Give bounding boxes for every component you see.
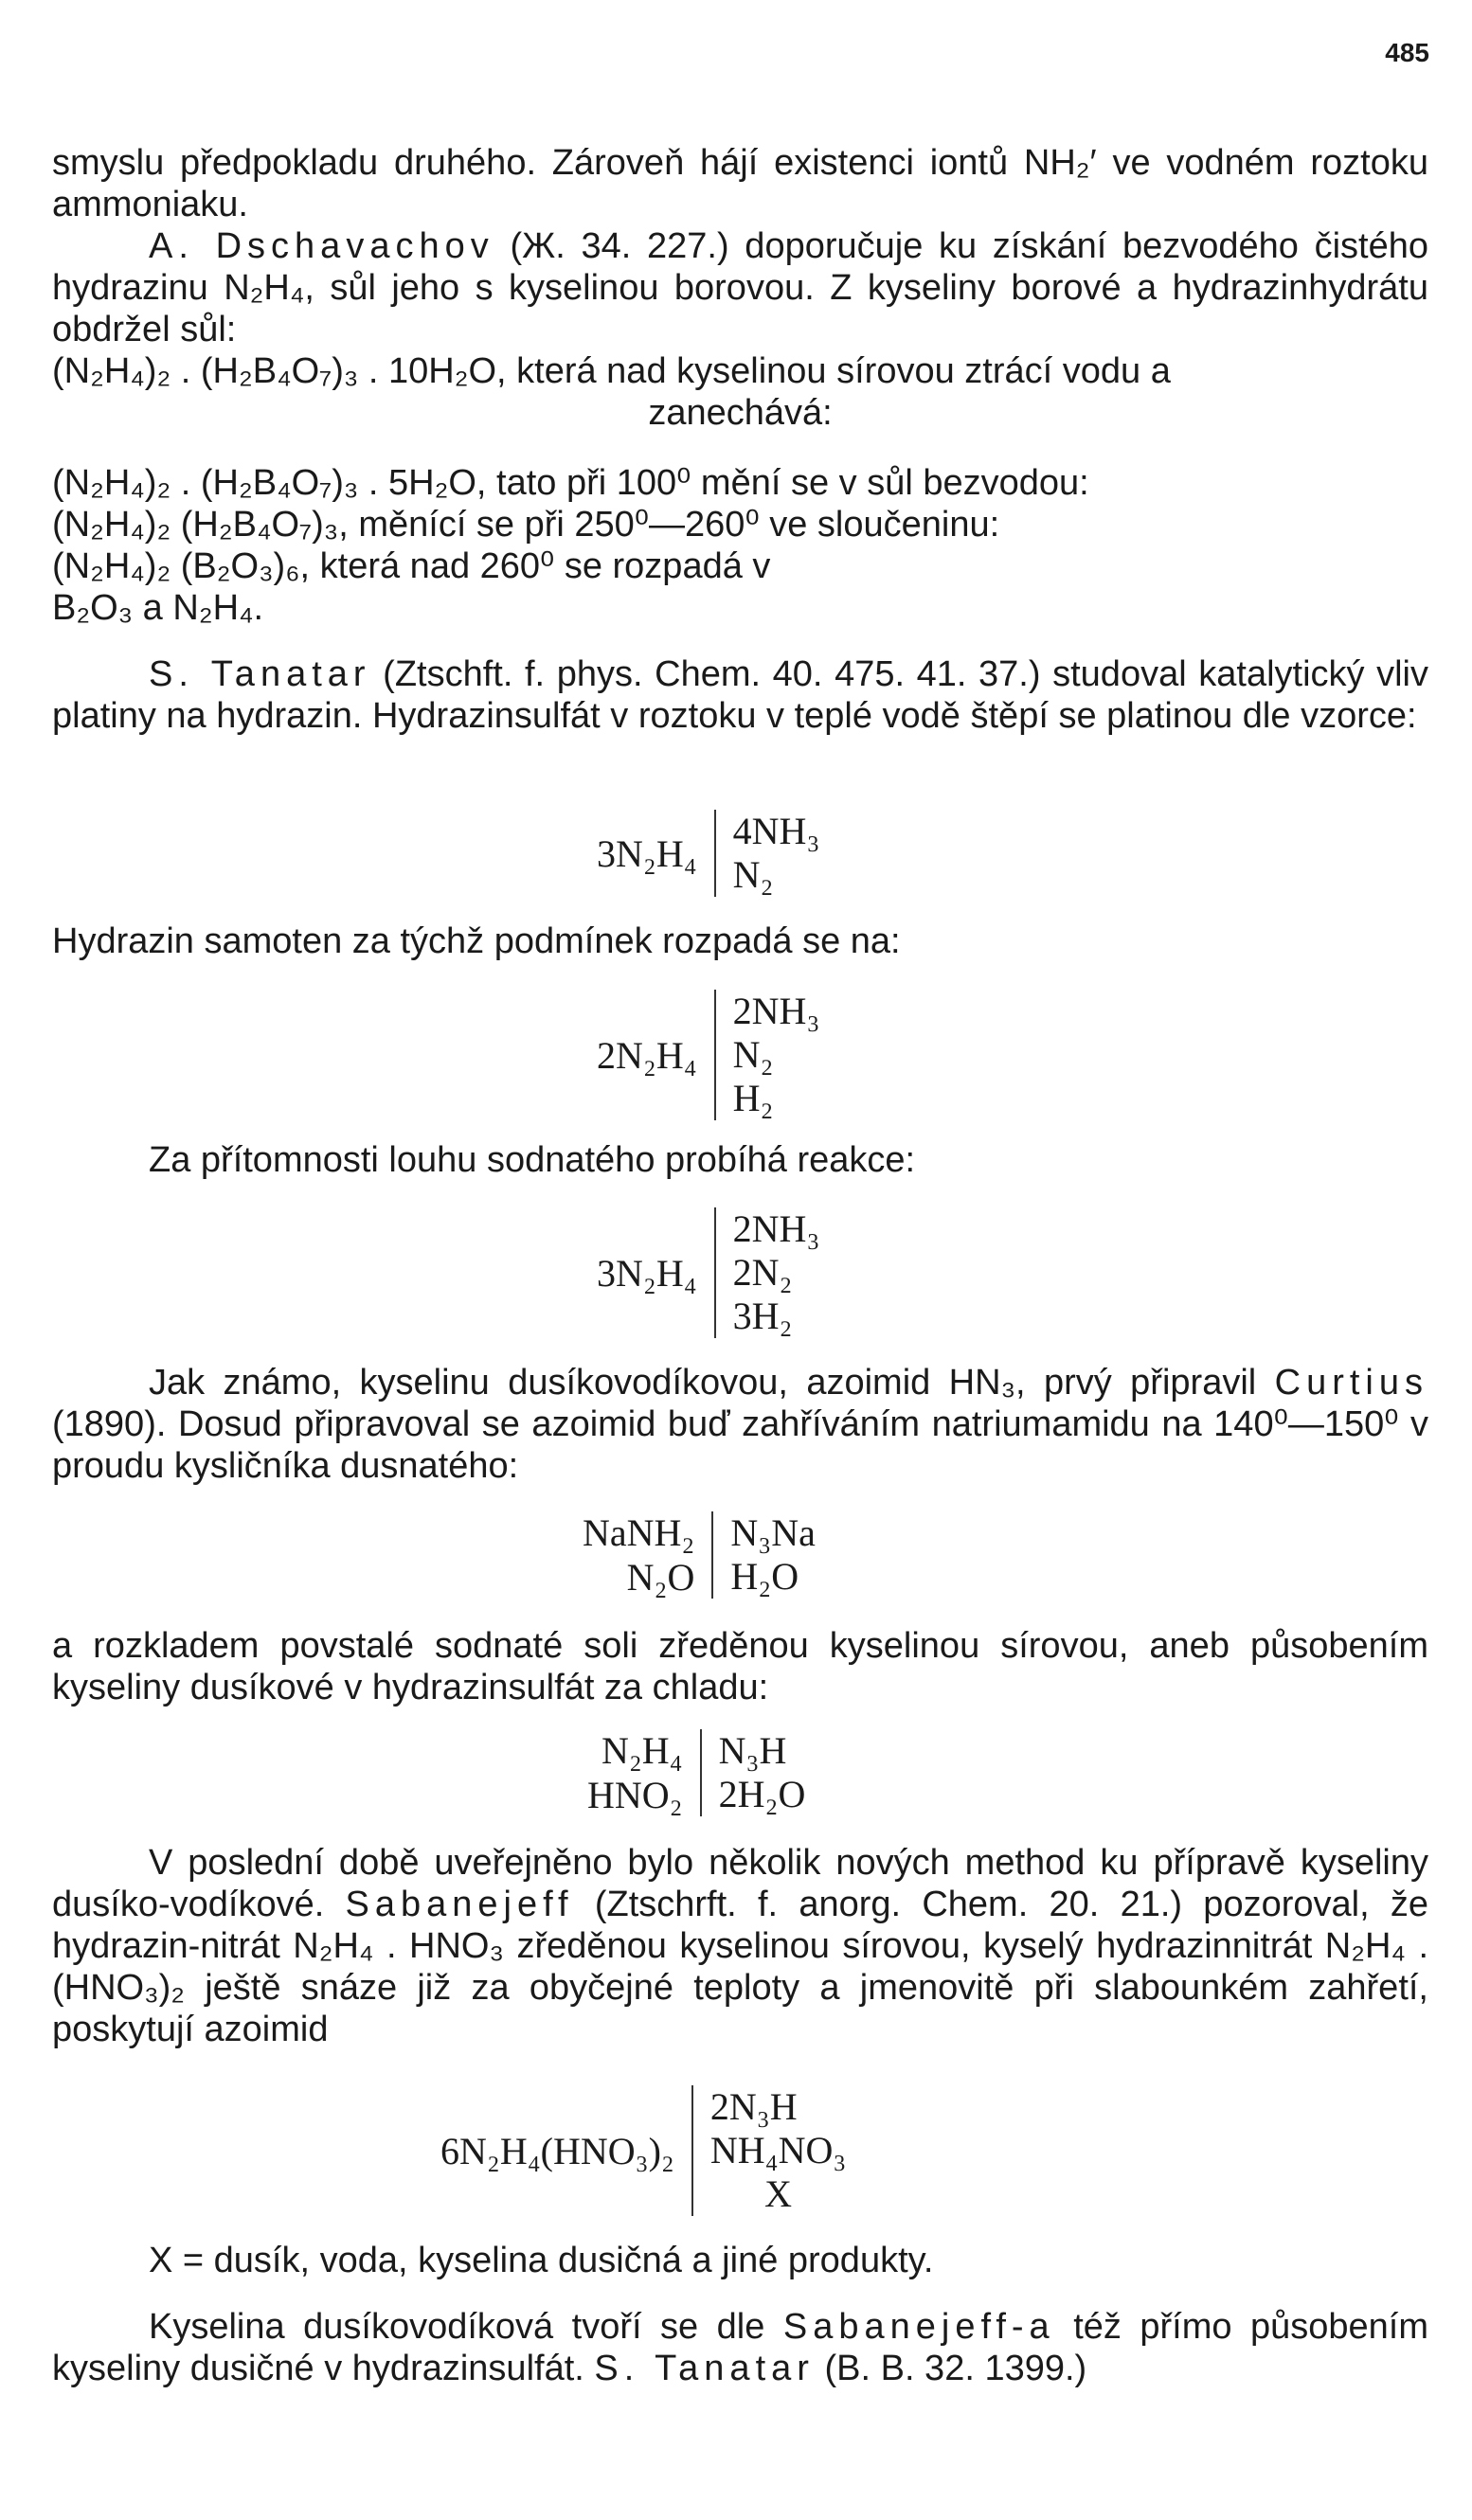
formula-6-lhs: 6N₂H₄(HNO₃)₂ bbox=[440, 2129, 674, 2172]
paragraph-9 bbox=[52, 1842, 1428, 2050]
author-tanatar: S. Tanatar bbox=[149, 654, 371, 694]
formula-2-product: H₂ bbox=[732, 1077, 774, 1119]
formula-3-lhs: 3N₂H₄ bbox=[597, 1251, 697, 1295]
formula-6-product: 2N₃H bbox=[709, 2085, 798, 2128]
paragraph-9-pre: V poslední době uveřejněno bylo několik nových method ku přípravě kyseliny dusíko-vodíkové. bbox=[52, 1843, 1428, 1924]
formula-4-reactant: NaNH₂ bbox=[583, 1511, 695, 1554]
author-curtius: Curtius bbox=[1274, 1363, 1428, 1403]
formula-sodamide bbox=[583, 1510, 816, 1600]
formula-hydrazine-nitrate bbox=[440, 2085, 846, 2216]
author-dschavachov: A. Dschavachov bbox=[149, 226, 494, 266]
formula-5-product: 2H₂O bbox=[718, 1773, 806, 1815]
formula-5-reactant: HNO₂ bbox=[587, 1774, 683, 1816]
paragraph-4-text: (Ztschft. f. phys. Chem. 40. 475. 41. 37.) studoval katalytický vliv platiny na hydrazin. Hydrazinsulfát v roztoku v teplé vodě štěpí se platinou dle vzorce: bbox=[52, 654, 1428, 736]
paragraph-11-mid: též přímo působením kyseliny dusičné v hydrazinsulfát. bbox=[52, 2307, 1428, 2388]
formula-6-product: NH₄NO₃ bbox=[709, 2129, 847, 2171]
formula-4-product: H₂O bbox=[730, 1555, 799, 1598]
formula-3-rhs bbox=[714, 1207, 820, 1338]
formula-4-lhs bbox=[583, 1510, 711, 1600]
paragraph-7 bbox=[52, 1362, 1428, 1487]
paragraph-11 bbox=[52, 2306, 1428, 2389]
formula-6-product: X bbox=[764, 2172, 793, 2215]
p3-line-3: (N₂H₄)₂ (B₂O₃)₆, která nad 260⁰ se rozpadá v bbox=[52, 546, 771, 586]
formula-alkaline-reaction bbox=[597, 1207, 819, 1338]
formula-2-product: N₂ bbox=[732, 1033, 774, 1076]
borate-formula-end: zanechává: bbox=[648, 393, 833, 433]
paragraph-10: X = dusík, voda, kyselina dusičná a jiné produkty. bbox=[149, 2241, 934, 2280]
formula-5-reactant: N₂H₄ bbox=[601, 1729, 683, 1772]
formula-4-reactant: N₂O bbox=[626, 1556, 695, 1599]
p3-line-2: (N₂H₄)₂ (H₂B₄O₇)₃, měnící se při 250⁰—260⁰ ve sloučeninu: bbox=[52, 505, 1000, 545]
formula-hydrazine-decomposition bbox=[597, 990, 819, 1120]
paragraph-9-text: (Ztschrft. f. anorg. Chem. 20. 21.) pozoroval, že hydrazin-nitrát N₂H₄ . HNO₃ zředěnou kyselinou sírovou, kyselý hydrazinnitrát N₂H₄ . (HNO₃)₂ ještě snáze již za obyčejné teploty a jmenovitě při slabounkém zahřetí, poskytují azoimid bbox=[52, 1885, 1429, 2049]
formula-1-rhs bbox=[714, 810, 820, 897]
paragraph-11-pre: Kyselina dusíkovodíková tvoří se dle bbox=[149, 2307, 765, 2347]
paragraph-7-text: (1890). Dosud připravoval se azoimid buď zahříváním natriumamidu na 140⁰—150⁰ v proudu kysličníka dusnatého: bbox=[52, 1404, 1428, 1486]
formula-2-lhs: 2N₂H₄ bbox=[597, 1033, 697, 1077]
formula-6-rhs bbox=[691, 2085, 846, 2216]
page-number: 485 bbox=[1385, 38, 1429, 67]
paragraph-11-end: (B. B. 32. 1399.) bbox=[824, 2349, 1087, 2388]
author-tanatar-2: S. Tanatar bbox=[594, 2349, 815, 2388]
paragraph-4 bbox=[52, 653, 1428, 737]
formula-nitrous-acid bbox=[587, 1728, 805, 1817]
paragraph-8: a rozkladem povstalé sodnaté soli zředěnou kyselinou sírovou, aneb působením kyseliny dusíkové v hydrazinsulfát za chladu: bbox=[52, 1626, 1428, 1707]
formula-2-rhs bbox=[714, 990, 820, 1120]
formula-3-product: 2NH₃ bbox=[732, 1207, 820, 1250]
paragraph-6: Za přítomnosti louhu sodnatého probíhá reakce: bbox=[149, 1140, 916, 1180]
formula-1-product: 4NH₃ bbox=[732, 810, 820, 852]
formula-1-lhs: 3N₂H₄ bbox=[597, 831, 697, 875]
formula-4-rhs bbox=[711, 1511, 815, 1599]
formula-5-rhs bbox=[700, 1729, 806, 1816]
paragraph-7-pre: Jak známo, kyselinu dusíkovodíkovou, azoimid HN₃, prvý připravil bbox=[149, 1363, 1257, 1403]
formula-5-product: N₃H bbox=[718, 1729, 787, 1772]
paragraph-3 bbox=[52, 462, 1428, 629]
paragraph-5: Hydrazin samoten za týchž podmínek rozpadá se na: bbox=[52, 921, 901, 961]
paragraph-1: smyslu předpokladu druhého. Zároveň hájí existenci iontů NH₂′ ve vodném roztoku ammoniaku. bbox=[52, 143, 1428, 224]
formula-3-product: 2N₂ bbox=[732, 1251, 793, 1294]
formula-1-product: N₂ bbox=[732, 853, 774, 896]
author-sabanejeff: Sabanejeff bbox=[345, 1885, 574, 1924]
p3-line-4: B₂O₃ a N₂H₄. bbox=[52, 588, 264, 628]
formula-4-product: N₃Na bbox=[730, 1511, 816, 1554]
author-sabanejeff-a: Sabanejeff-a bbox=[782, 2307, 1055, 2347]
formula-2-product: 2NH₃ bbox=[732, 990, 820, 1032]
formula-5-lhs bbox=[587, 1728, 700, 1817]
formula-3-product: 3H₂ bbox=[732, 1295, 793, 1337]
borate-formula-line: (N₂H₄)₂ . (H₂B₄O₇)₃ . 10H₂O, která nad kyselinou sírovou ztrácí vodu a bbox=[52, 351, 1171, 391]
p3-line-1: (N₂H₄)₂ . (H₂B₄O₇)₃ . 5H₂O, tato při 100⁰ mění se v sůl bezvodou: bbox=[52, 463, 1089, 503]
paragraph-2-text: (Ж. 34. 227.) doporučuje ku získání bezvodého čistého hydrazinu N₂H₄, sůl jeho s kyselinou borovou. Z kyseliny borové a hydrazinhydrátu obdržel sůl: bbox=[52, 226, 1429, 349]
formula-platinum-decomposition bbox=[597, 810, 819, 897]
paragraph-2 bbox=[52, 225, 1428, 350]
